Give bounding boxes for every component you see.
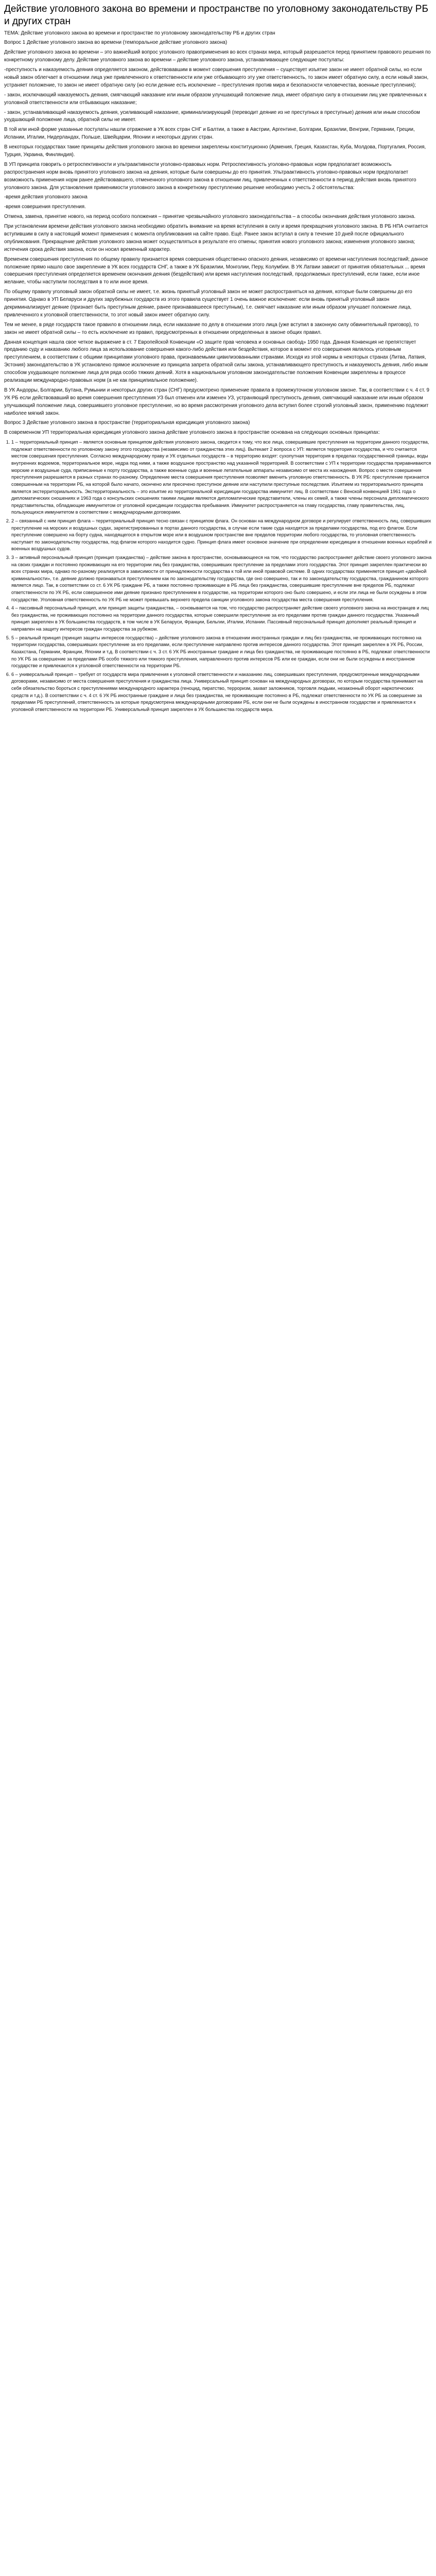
body-paragraph: В той или иной форме указанные постулаты нашли отражение в УК всех стран СНГ и Балтии, а также в Австрии, Аргентине, Болгарии, Бразилии, Венгрии, Германии, Греции, Испании, Италии, Нидерландах, Польше, Швейцарии, Японии и некоторых других стран. — [4, 127, 415, 141]
list-item-text: 1 – территориальный принцип – является основным принципом действия уголовного закона, сводится к тому, что все лица, совершившие преступления на территории данного государства, подлежат ответственности по уголовному закону этого государства (независимо от гражданства этих лиц). Вытекает 2 вопроса с УП: является территория государства, и что считается местом совершения преступления. Согласно международному праву и УК отдельных государств – в территорию входят: сухопутная территория в пределах государственной границы, воды внутренних водоемов, территориальное море, недра под ними, а также воздушное пространство над указанной территорией. В соответствии с УП к территории государства приравниваются морские и воздушные суда, приписанные к порту государства, а также военные суда и военные летательные аппараты независимо от места их нахождения. Вопрос о месте совершения преступления разрешается в разных странах по-разному. Определение места совершения преступления позволяет вменить уголовную ответственность. В УК РБ: преступление признается совершенным на территории РБ, на которой было начато, окончено или пресечено преступное деяние или наступили преступные последствия. Изъятием из территориального принципа является экстерриториальность. Экстерриториальность – это изъятие из территориальной юрисдикции государства иммунитет лиц. В соответствии с Венской конвенцией 1961 года о дипломатических сношениях и 1963 года о консульских сношениях такими лицами являются дипломатические представители, члены их семей, а также члены персонала дипломатического представительства, обладающие иммунитетом от уголовной юрисдикции государства пребывания. Иммунитет распространяется на главу государства, главу правительства, лиц, пользующихся иммунитетом в соответствии с международными договорами. — [11, 439, 431, 515]
body-paragraph: -преступность и наказуемость деяния определяется законом, действовавшим в момент совершения преступления – существует изъятие закон не имеет обратной силы, но если новый закон облегчает в отношении лица уже привлеченного к ответственности или уже отбывающего эту уже ответственность, то закон имеет обратную силу, а если новый закон, устраняет положение, то закон не имеет обратную силу (но если деяние есть исключение – преступления против мира и безопасности человечества, военные преступления); — [4, 67, 429, 88]
body-paragraph: Действие уголовного закона во времени – это важнейший вопрос уголовного правоприменения во всех странах мира, который разрешается перед принятием правового решения по конкретному уголовному делу. Действие уголовного закона во времени – действие уголовного закона, устанавливающее следующие постулаты: — [4, 49, 431, 63]
body-paragraph: Тем не менее, в ряде государств такое правило в отношении лица, если наказание по делу в отношении этого лица (уже вступил в законную силу обвинительный приговор), то закон не имеет обратной силы – то есть исключение из правил, предусмотренных в отношении определенных в законе общих правил. — [4, 321, 419, 335]
list-item-text: 6 – универсальный принцип – требует от государств мира привлечения к уголовной ответственности и наказанию лиц, совершивших преступления, предусмотренные международными договорами, независимо от места совершения преступления и гражданства лица. Универсальный принцип основан на международных договорах, по которым государства принимают на себя обязательство бороться с преступлениями международного характера (геноцид, пиратство, терроризм, захват заложников, торговля людьми, незаконный оборот наркотических средств и т.д.). В соответствии с ч. 4 ст. 6 УК РБ иностранные граждане и лица без гражданства, не проживающие постоянно в РБ, подлежат ответственности по УК РБ за совершение за пределами РБ преступлений, ответственность за которые предусмотрена международными договорами РБ, если они не были осуждены в иностранном государстве и привлекаются к уголовной ответственности на территории РБ. Универсальный принцип закреплен в УК большинства государств мира. — [11, 671, 423, 712]
list-item-text: 2 – связанный с ним принцип флага – территориальный принцип тесно связан с принципом флага. Он основан на международном договоре и регулирует ответственность лиц, совершивших преступление на морских и воздушных судах, зарегистрированных в портах данного государства, в случае если такие суда находятся за пределами государства, под его флагом. Если преступление совершено на борту судна, находящегося в открытом море или в воздушном пространстве вне пределов территории любого государства, то уголовная ответственность наступает по законодательству государства, под флагом которого находится судно. Принцип флага имеет основное значение при определении юрисдикции в отношении военных кораблей и военных воздушных судов. — [11, 518, 432, 552]
list-item-text: 5 – реальный принцип (принцип защиты интересов государства) – действие уголовного закона в отношении иностранных граждан и лиц без гражданства, не проживающих постоянно на территории государства, совершивших преступление за его пределами, если преступление направлено против интересов данного государства. Этот принцип закреплен в УК РБ, России, Казахстана, Германии, Франции, Японии и т.д. В соответствии с ч. 3 ст. 6 УК РБ иностранные граждане и лица без гражданства, не проживающие постоянно в РБ, подлежат ответственности по УК РБ за совершение за пределами РБ особо тяжкого или тяжкого преступления, направленного против интересов РБ или ее граждан, если они не были осуждены в иностранном государстве и привлекаются к уголовной ответственности на территории РБ. — [11, 635, 430, 669]
body-paragraph: - закон, исключающий наказуемость деяния, смягчающий наказание или иным образом улучшающий положение лица, имеет обратную силу в отношении лиц уже привлеченных к уголовной ответственности или отбывающих наказание; — [4, 92, 427, 106]
body-paragraph: -время совершения преступления. — [4, 204, 86, 210]
body-paragraph: В УП принципа говорить о ретроспективности и ультраактивности уголовно-правовых норм. Ретроспективность уголовно-правовых норм предполагает возможность распространения норм вновь принятого уголовного закона на деяния, которые были совершены до его принятия. Ультраактивность уголовно-правовых норм предполагает возможность применения норм ранее действовавшего, отмененного уголовного закона в отношении лиц, привлеченных к ответственности в период действия вновь принятого уголовного закона. Для установления применимости уголовного закона в конкретному преступлению решение необходимо учесть 2 обстоятельства: — [4, 161, 416, 191]
body-paragraph: ТЕМА: Действие уголовного закона во времени и пространстве по уголовному законодательству РБ и других стран — [4, 30, 275, 36]
document-body — [4, 30, 432, 437]
list-item — [11, 635, 432, 670]
body-paragraph: Вопрос 3 Действие уголовного закона в пространстве (территориальная юрисдикция уголовного закона) — [4, 420, 250, 426]
body-paragraph: По общему правилу уголовный закон обратной силы не имеет, т.е. жизнь принятый уголовный закон не может распространяться на деяния, которые были совершены до его принятия. Однако в УП Беларуси и других зарубежных государств из этого правила существует 1 очень важное исключение: если вновь принятый уголовный закон декриминализирует деяние (признает быть преступным деяние, ранее признававшееся преступным), т.е. смягчает наказание или иным образом улучшает положение лица, привлеченного к уголовной ответственности, то этот новый закон имеет обратную силу. — [4, 289, 412, 318]
body-paragraph: При установлении времени действия уголовного закона необходимо обратить внимание на время вступления в силу и время прекращения уголовного закона. В РБ НПА считается вступившим в силу в настоящий момент применения с момента опубликования на сайте право. Ещё. Ранее закон вступал в силу в течение 10 дней после официального опубликования. Прекращение действия уголовного закона может осуществляться в результате его отмены; принятия нового уголовного закона; изменения уголовного закона; истечения срока действия закона, если он носил временный характер. — [4, 224, 428, 252]
body-paragraph: Временем совершения преступления по общему правилу признается время совершения общественно опасного деяния, независимо от времени наступления последствий; данное положение прямо нашло свое закрепление в УК всех государств СНГ, а также в УК Бразилии, Монголии, Перу, Колумбии. В УК Латвии зависит от принятия обязательных ... время совершения преступления определяется временем окончания деяния (бездействия) или время наступления последствий, продолжаемых преступлений, если также, если иное желание, чтобы наступили последствия в то или иное время. — [4, 256, 428, 285]
document — [0, 0, 436, 720]
body-paragraph: В современном УП территориальная юрисдикция уголовного закона действие уголовного закона в пространстве основана на следующих основных принципах: — [4, 430, 380, 436]
list-item — [11, 605, 432, 633]
list-item-text: 3 – активный персональный принцип (принцип гражданства) – действие закона в пространстве, основывающееся на том, что государство распространяет действие своего уголовного закона на своих граждан и постоянно проживающих на его территории лиц без гражданства, совершивших преступление за пределами этого государства. Этот принцип закреплен практически во всех странах мира, однако по-разному реализуется в зависимости от принадлежности государства к той или иной правовой системе. В одних государствах применяется принцип «двойной криминальности», т.е. деяние должно признаваться преступлением как по законодательству государства, где оно совершено, так и по законодательству государства, гражданином которого является лицо. Так, в соответствии со ст. 6 УК РБ граждане РБ, а также постоянно проживающие в РБ лица без гражданства, совершившие преступление вне пределов РБ, подлежат ответственности по УК РБ, если совершенное ими деяние признано преступлением в государстве, на территории которого оно было совершено, и если эти лица не были осуждены в этом государстве. Уголовная ответственность по УК РБ не может превышать верхнего предела санкции уголовного закона государства места совершения преступления. — [11, 555, 432, 602]
body-paragraph: -время действия уголовного закона — [4, 194, 88, 200]
body-paragraph: В некоторых государствах такие принципы действия уголовного закона во времени закреплены конституционно (Армения, Греция, Казахстан, Куба, Молдова, Португалия, Россия, Турция, Украина, Финляндия). — [4, 144, 426, 158]
body-paragraph: - закон, устанавливающий наказуемость деяния, усиливающий наказание, криминализирующий (переводит деяние из не преступных в преступные) деяния или иным способом ухудшающий положение лица, обратной силы не имеет. — [4, 109, 420, 123]
body-paragraph: В УК Андорры, Болгарии, Бутана, Румынии и некоторых других стран (СНГ) предусмотрено применение правила в промежуточном уголовном законе. Так, в соответствии с ч. 4 ст. 9 УК РБ если действовавший во время совершения преступления УЗ был отменен или изменен УЗ, устраняющий преступность деяния, смягчающий наказание или иным образом улучшающий положение лица, совершившего уголовное преступление, но во время рассмотрения уголовного дела вступил более строгий уголовный закон, применению подлежит наиболее мягкий закон. — [4, 387, 429, 416]
list-item-text: 4 – пассивный персональный принцип, или принцип защиты гражданства, – основывается на том, что государство распространяет действие своего уголовного закона на иностранцев и лиц без гражданства, не проживающих постоянно на территории данного государства, которые совершили преступление за его пределами против граждан данного государства. Указанный принцип закреплен в УК большинства государств, в том числе в УК Беларуси, Франции, Бельгии, Италии, Испании. Пассивный персональный принцип дополняет реальный принцип и направлен на защиту интересов граждан государства за рубежом. — [11, 605, 429, 632]
body-paragraph: Отмена, замена, принятие нового, на период особого положения – принятие чрезвычайного уголовного законодательства – а способы окончания действия уголовного закона. — [4, 214, 416, 220]
list-item — [11, 518, 432, 553]
list-item — [11, 554, 432, 603]
body-paragraph: Вопрос 1 Действие уголовного закона во времени (темпоральное действие уголовного закона) — [4, 40, 228, 46]
page-title: Действие уголовного закона во времени и пространстве по уголовному законодательству РБ и других стран — [4, 4, 428, 27]
list-item — [11, 439, 432, 516]
principles-list — [4, 439, 432, 713]
list-item — [11, 671, 432, 714]
body-paragraph: Данная концепция нашла свое четкое выражение в ст. 7 Европейской Конвенции «О защите прав человека и основных свобод» 1950 года. Данная Конвенция не препятствует преданию суду и наказанию любого лица за использование совершения какого-либо действия или бездействия, которое в момент его совершения являлось уголовным преступлением, в соответствии с общими принципами уголовного права, признаваемыми цивилизованными странами. Исходя из этой нормы в некоторых странах (Литва, Латвия, Эстония) законодательство в УК установлено прямое исключение из принципа запрета обратной силы закона, устанавливающего преступность и наказуемость деяния, либо иным способом ухудшающее положение лица для ряда особо тяжких деяний. Хотя в национальном уголовном законодательстве положения Конвенции закреплены в процессе реализации международно-правовых норм (а не как принципиальное положение). — [4, 339, 428, 384]
